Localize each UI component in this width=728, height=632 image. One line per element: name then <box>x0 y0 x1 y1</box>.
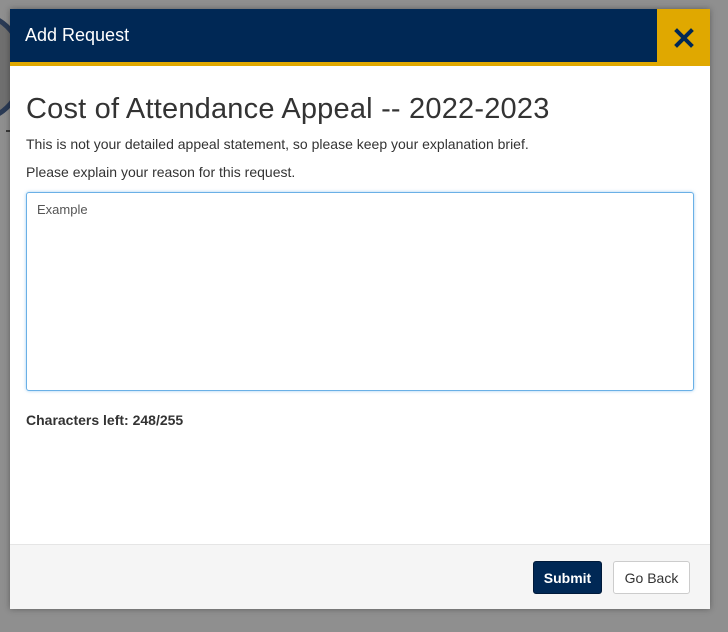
reason-textarea[interactable] <box>26 192 694 391</box>
instructions-text: This is not your detailed appeal statement, so please keep your explanation brief. <box>26 136 529 152</box>
close-button[interactable] <box>657 9 710 66</box>
go-back-button[interactable]: Go Back <box>613 561 690 594</box>
modal-footer <box>10 544 710 609</box>
reason-prompt: Please explain your reason for this request. <box>26 164 296 180</box>
close-icon <box>674 28 694 48</box>
modal-header <box>10 9 710 66</box>
modal-title: Add Request <box>25 25 130 45</box>
page-title: Cost of Attendance Appeal -- 2022-2023 <box>26 93 550 125</box>
submit-button[interactable]: Submit <box>533 561 602 594</box>
characters-left-counter: Characters left: 248/255 <box>26 412 184 428</box>
add-request-modal <box>10 9 710 609</box>
